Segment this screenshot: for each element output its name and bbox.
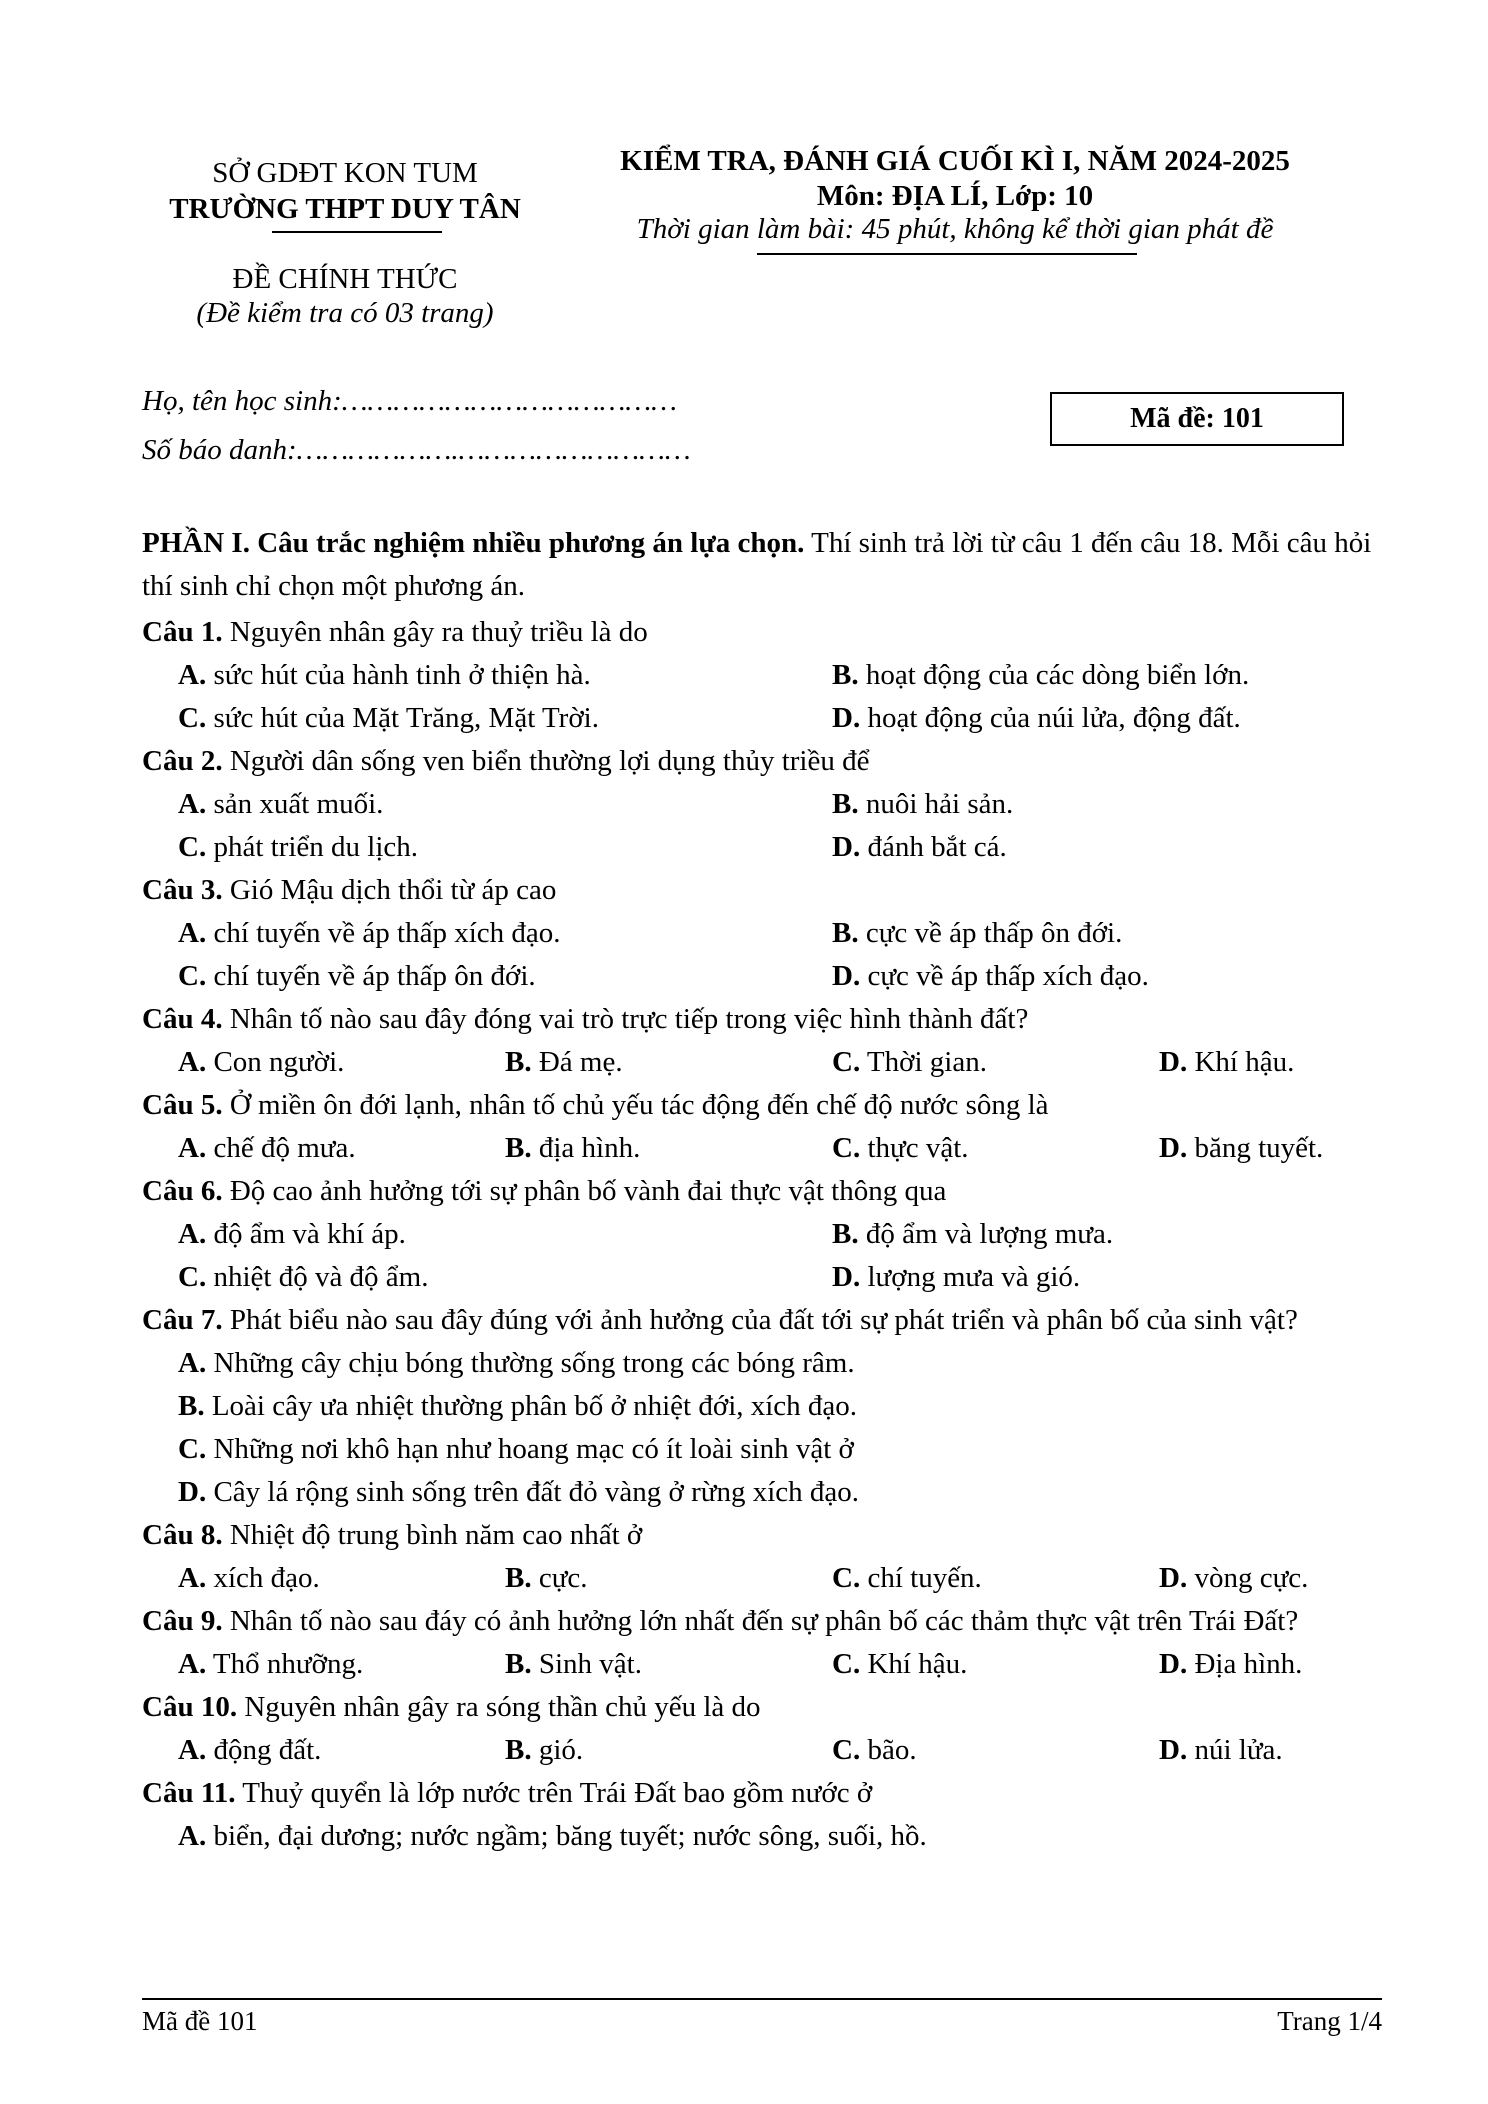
option-letter: C. — [178, 702, 207, 734]
department-name: SỞ GDĐT KON TUM — [212, 157, 478, 189]
answer-options — [142, 1729, 1382, 1772]
answer-option — [178, 826, 832, 869]
question-number: Câu 9. — [142, 1605, 223, 1637]
question-text: Độ cao ảnh hưởng tới sự phân bố vành đai thực vật thông qua — [222, 1175, 947, 1207]
answer-option — [505, 1729, 832, 1772]
option-text: cực. — [531, 1562, 588, 1594]
question-1 — [142, 611, 1382, 740]
answer-option — [178, 697, 832, 740]
answer-option — [178, 1643, 505, 1686]
question-11 — [142, 1772, 1382, 1858]
option-letter: A. — [178, 917, 207, 949]
answer-options — [142, 1815, 1382, 1858]
answer-option — [178, 1557, 505, 1600]
answer-option — [832, 783, 1382, 826]
option-letter: D. — [1159, 1562, 1188, 1594]
option-text: Khí hậu. — [860, 1648, 968, 1680]
option-letter: C. — [832, 1562, 861, 1594]
exam-code-box — [1050, 392, 1344, 446]
option-text: động đất. — [206, 1734, 322, 1766]
question-number: Câu 6. — [142, 1175, 223, 1207]
option-text: xích đạo. — [206, 1562, 320, 1594]
option-letter: C. — [832, 1132, 861, 1164]
part-instruction: Thí sinh trả lời từ câu 1 đến câu 18. Mỗi câu hỏi thí sinh chỉ chọn một phương án. — [142, 527, 1372, 602]
answer-options — [142, 654, 1382, 740]
question-text: Người dân sống ven biển thường lợi dụng thủy triều để — [222, 745, 870, 777]
option-letter: B. — [832, 788, 859, 820]
option-letter: A. — [178, 1218, 207, 1250]
question-list — [142, 611, 1382, 1858]
option-letter: D. — [832, 831, 861, 863]
question-text: Thuỷ quyển là lớp nước trên Trái Đất bao gồm nước ở — [235, 1777, 873, 1809]
option-letter: D. — [1159, 1046, 1188, 1078]
option-text: biển, đại dương; nước ngầm; băng tuyết; nước sông, suối, hồ. — [206, 1820, 927, 1852]
option-text: Khí hậu. — [1187, 1046, 1295, 1078]
answer-option — [178, 1256, 832, 1299]
option-text: băng tuyết. — [1187, 1132, 1324, 1164]
option-text: chí tuyến về áp thấp xích đạo. — [206, 917, 561, 949]
answer-option — [832, 826, 1382, 869]
option-letter: C. — [178, 960, 207, 992]
question-stem — [142, 1299, 1382, 1342]
answer-option — [1159, 1041, 1379, 1084]
option-text: Những nơi khô hạn như hoang mạc có ít loài sinh vật ở — [206, 1433, 854, 1465]
answer-option — [178, 1213, 832, 1256]
option-letter: C. — [178, 1433, 207, 1465]
option-letter: A. — [178, 788, 207, 820]
option-text: độ ẩm và lượng mưa. — [858, 1218, 1114, 1250]
option-letter: D. — [1159, 1734, 1188, 1766]
option-letter: A. — [178, 1734, 207, 1766]
option-text: hoạt động của các dòng biển lớn. — [858, 659, 1250, 691]
answer-options — [142, 1643, 1382, 1686]
school-underline — [272, 231, 442, 233]
option-letter: C. — [178, 831, 207, 863]
title-underline — [757, 253, 1137, 255]
answer-option — [178, 654, 832, 697]
question-stem — [142, 1686, 1382, 1729]
question-text: Gió Mậu dịch thổi từ áp cao — [222, 874, 557, 906]
option-text: bão. — [860, 1734, 917, 1766]
answer-option — [1159, 1557, 1379, 1600]
exam-code: Mã đề: 101 — [1130, 403, 1264, 434]
option-text: hoạt động của núi lửa, động đất. — [860, 702, 1241, 734]
answer-option — [832, 654, 1382, 697]
answer-option — [178, 912, 832, 955]
question-text: Nguyên nhân gây ra thuỷ triều là do — [222, 616, 648, 648]
question-5 — [142, 1084, 1382, 1170]
option-letter: A. — [178, 1820, 207, 1852]
option-letter: B. — [505, 1132, 532, 1164]
option-letter: B. — [178, 1390, 205, 1422]
answer-option — [178, 1815, 1382, 1858]
option-text: nuôi hải sản. — [858, 788, 1014, 820]
question-6 — [142, 1170, 1382, 1299]
option-letter: B. — [832, 917, 859, 949]
option-text: thực vật. — [860, 1132, 969, 1164]
option-text: gió. — [531, 1734, 584, 1766]
question-stem — [142, 1170, 1382, 1213]
option-letter: A. — [178, 1562, 207, 1594]
option-text: Cây lá rộng sinh sống trên đất đỏ vàng ở rừng xích đạo. — [206, 1476, 860, 1508]
exam-content — [142, 522, 1382, 1858]
question-2 — [142, 740, 1382, 869]
option-text: Loài cây ưa nhiệt thường phân bố ở nhiệt đới, xích đạo. — [204, 1390, 858, 1422]
option-letter: B. — [505, 1734, 532, 1766]
option-letter: A. — [178, 1347, 207, 1379]
option-text: Sinh vật. — [531, 1648, 642, 1680]
answer-option — [178, 1385, 1382, 1428]
part-title: PHẦN I. Câu trắc nghiệm nhiều phương án lựa chọn. — [142, 527, 805, 559]
answer-option — [178, 1041, 505, 1084]
option-text: sản xuất muối. — [206, 788, 384, 820]
question-text: Nhân tố nào sau đáy có ảnh hưởng lớn nhất đến sự phân bố các thảm thực vật trên Trái Đất? — [222, 1605, 1299, 1637]
part-heading — [142, 522, 1382, 608]
answer-option — [178, 783, 832, 826]
option-text: núi lửa. — [1187, 1734, 1283, 1766]
answer-option — [178, 1127, 505, 1170]
question-stem — [142, 1772, 1382, 1815]
question-stem — [142, 998, 1382, 1041]
answer-options — [142, 1213, 1382, 1299]
answer-options — [142, 783, 1382, 869]
option-letter: C. — [832, 1046, 861, 1078]
option-text: địa hình. — [531, 1132, 641, 1164]
answer-option — [178, 1342, 1382, 1385]
option-letter: A. — [178, 1648, 207, 1680]
option-letter: A. — [178, 1132, 207, 1164]
option-letter: D. — [832, 702, 861, 734]
answer-option — [178, 955, 832, 998]
answer-option — [832, 955, 1382, 998]
option-text: phát triển du lịch. — [206, 831, 419, 863]
option-letter: A. — [178, 659, 207, 691]
option-text: Con người. — [206, 1046, 345, 1078]
question-stem — [142, 869, 1382, 912]
option-text: đánh bắt cá. — [860, 831, 1007, 863]
question-number: Câu 3. — [142, 874, 223, 906]
answer-option — [832, 1127, 1159, 1170]
option-letter: D. — [1159, 1132, 1188, 1164]
answer-option — [178, 1729, 505, 1772]
answer-options — [142, 1557, 1382, 1600]
question-stem — [142, 740, 1382, 783]
answer-option — [505, 1643, 832, 1686]
question-text: Nguyên nhân gây ra sóng thần chủ yếu là do — [237, 1691, 761, 1723]
question-text: Ở miền ôn đới lạnh, nhân tố chủ yếu tác động đến chế độ nước sông là — [222, 1089, 1049, 1121]
subject-line: Môn: ĐỊA LÍ, Lớp: 10 — [816, 180, 1094, 212]
option-text: Đá mẹ. — [531, 1046, 623, 1078]
option-letter: C. — [178, 1261, 207, 1293]
option-letter: B. — [505, 1046, 532, 1078]
option-text: sức hút của hành tinh ở thiện hà. — [206, 659, 591, 691]
question-3 — [142, 869, 1382, 998]
question-number: Câu 11. — [142, 1777, 236, 1809]
question-stem — [142, 611, 1382, 654]
footer-exam-code: Mã đề 101 — [142, 2006, 258, 2036]
option-text: cực về áp thấp ôn đới. — [858, 917, 1123, 949]
school-name: TRƯỜNG THPT DUY TÂN — [169, 193, 521, 225]
option-letter: B. — [832, 659, 859, 691]
option-text: chí tuyến về áp thấp ôn đới. — [206, 960, 536, 992]
question-text: Phát biểu nào sau đây đúng với ảnh hưởng của đất tới sự phát triển và phân bố của sinh vật? — [222, 1304, 1298, 1336]
answer-option — [1159, 1127, 1379, 1170]
option-text: Thổ nhưỡng. — [206, 1648, 364, 1680]
student-id-field: Số báo danh:……………….……………………… — [142, 434, 691, 466]
answer-option — [832, 1041, 1159, 1084]
option-text: vòng cực. — [1187, 1562, 1309, 1594]
answer-option — [832, 1256, 1382, 1299]
question-9 — [142, 1600, 1382, 1686]
question-number: Câu 4. — [142, 1003, 223, 1035]
answer-option — [832, 1643, 1159, 1686]
question-stem — [142, 1514, 1382, 1557]
option-letter: D. — [1159, 1648, 1188, 1680]
answer-option — [178, 1471, 1382, 1514]
answer-option — [1159, 1729, 1379, 1772]
option-text: cực về áp thấp xích đạo. — [860, 960, 1149, 992]
question-text: Nhân tố nào sau đây đóng vai trò trực tiếp trong việc hình thành đất? — [222, 1003, 1029, 1035]
answer-options — [142, 1127, 1382, 1170]
answer-option — [832, 697, 1382, 740]
question-stem — [142, 1600, 1382, 1643]
answer-option — [832, 912, 1382, 955]
exam-title: KIỂM TRA, ĐÁNH GIÁ CUỐI KÌ I, NĂM 2024-2025 — [620, 145, 1290, 177]
option-text: chế độ mưa. — [206, 1132, 356, 1164]
answer-options — [142, 1342, 1382, 1514]
option-letter: A. — [178, 1046, 207, 1078]
option-text: Địa hình. — [1187, 1648, 1303, 1680]
answer-option — [505, 1127, 832, 1170]
answer-option — [832, 1729, 1159, 1772]
answer-option — [178, 1428, 1382, 1471]
option-letter: D. — [832, 960, 861, 992]
option-text: lượng mưa và gió. — [860, 1261, 1081, 1293]
answer-option — [1159, 1643, 1379, 1686]
student-name-field: Họ, tên học sinh:………………………………… — [142, 385, 677, 417]
official-label: ĐỀ CHÍNH THỨC — [232, 263, 458, 295]
pages-note: (Đề kiểm tra có 03 trang) — [196, 297, 494, 329]
answer-options — [142, 1041, 1382, 1084]
question-text: Nhiệt độ trung bình năm cao nhất ở — [222, 1519, 643, 1551]
answer-option — [505, 1041, 832, 1084]
option-text: độ ẩm và khí áp. — [206, 1218, 406, 1250]
option-letter: C. — [832, 1734, 861, 1766]
option-letter: B. — [832, 1218, 859, 1250]
question-10 — [142, 1686, 1382, 1772]
question-number: Câu 10. — [142, 1691, 238, 1723]
question-8 — [142, 1514, 1382, 1600]
answer-option — [505, 1557, 832, 1600]
question-number: Câu 8. — [142, 1519, 223, 1551]
option-text: chí tuyến. — [860, 1562, 982, 1594]
answer-option — [832, 1213, 1382, 1256]
question-number: Câu 1. — [142, 616, 223, 648]
question-stem — [142, 1084, 1382, 1127]
question-4 — [142, 998, 1382, 1084]
question-number: Câu 2. — [142, 745, 223, 777]
option-letter: B. — [505, 1648, 532, 1680]
option-letter: D. — [832, 1261, 861, 1293]
answer-options — [142, 912, 1382, 998]
answer-option — [832, 1557, 1159, 1600]
option-letter: C. — [832, 1648, 861, 1680]
option-text: sức hút của Mặt Trăng, Mặt Trời. — [206, 702, 599, 734]
option-text: nhiệt độ và độ ẩm. — [206, 1261, 429, 1293]
question-number: Câu 7. — [142, 1304, 223, 1336]
footer-rule — [142, 1998, 1382, 2000]
question-7 — [142, 1299, 1382, 1514]
option-text: Thời gian. — [860, 1046, 987, 1078]
option-text: Những cây chịu bóng thường sống trong các bóng râm. — [206, 1347, 855, 1379]
option-letter: B. — [505, 1562, 532, 1594]
option-letter: D. — [178, 1476, 207, 1508]
question-number: Câu 5. — [142, 1089, 223, 1121]
time-line: Thời gian làm bài: 45 phút, không kể thời gian phát đề — [636, 213, 1274, 245]
footer-page-number: Trang 1/4 — [1277, 2006, 1382, 2036]
